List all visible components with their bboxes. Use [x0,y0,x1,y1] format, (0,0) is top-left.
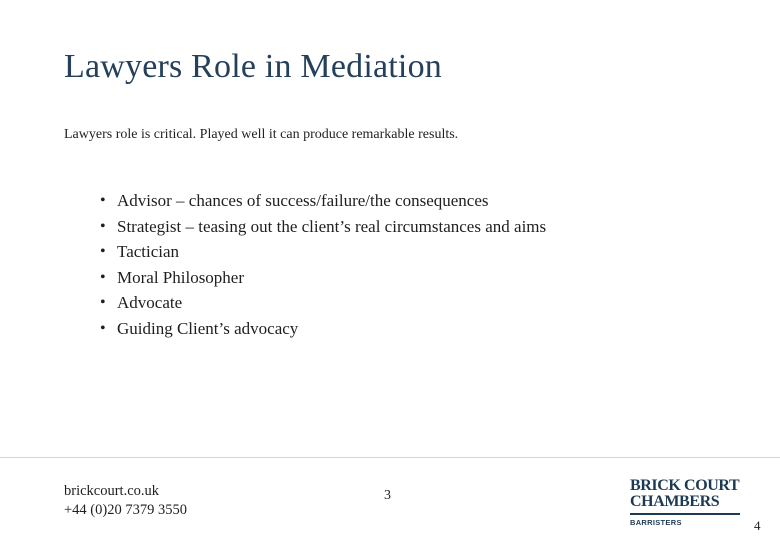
contact-info [64,482,187,520]
logo-tagline: BARRISTERS [630,517,682,527]
bullet-item [100,188,546,214]
bullet-icon: • [100,217,106,235]
bullet-icon: • [100,294,106,311]
bullet-item [100,265,546,291]
brick-court-logo [630,478,745,528]
bullet-icon: • [100,319,106,337]
phone-text: +44 (0)20 7379 3550 [64,502,187,518]
logo-rule [630,513,740,515]
bullet-icon: • [100,243,106,260]
logo-line2: CHAMBERS [630,493,720,510]
page-number: 4 [754,518,761,533]
bullet-icon: • [100,192,106,209]
bullet-item [100,239,546,265]
bullet-icon: • [100,268,106,286]
slide-title: Lawyers Role in Mediation [64,48,442,85]
bullet-item [100,316,546,342]
bullet-text: Advocate [117,293,183,312]
bullet-text: Advisor – chances of success/failure/the consequences [117,191,489,210]
slide-footer [0,457,780,541]
bullet-text: Strategist – teasing out the client’s real circumstances and aims [117,216,547,236]
slide-subtitle: Lawyers role is critical. Played well it can produce remarkable results. [64,127,459,142]
website-text: brickcourt.co.uk [64,483,160,499]
bullet-text: Tactician [117,242,180,261]
bullet-item [100,290,546,316]
bullet-text: Moral Philosopher [117,267,245,287]
bullet-item [100,214,546,240]
bullet-text: Guiding Client’s advocacy [117,318,299,338]
bullet-list [100,188,546,341]
logo-line1: BRICK COURT [630,477,740,494]
slide-number: 3 [384,488,391,503]
